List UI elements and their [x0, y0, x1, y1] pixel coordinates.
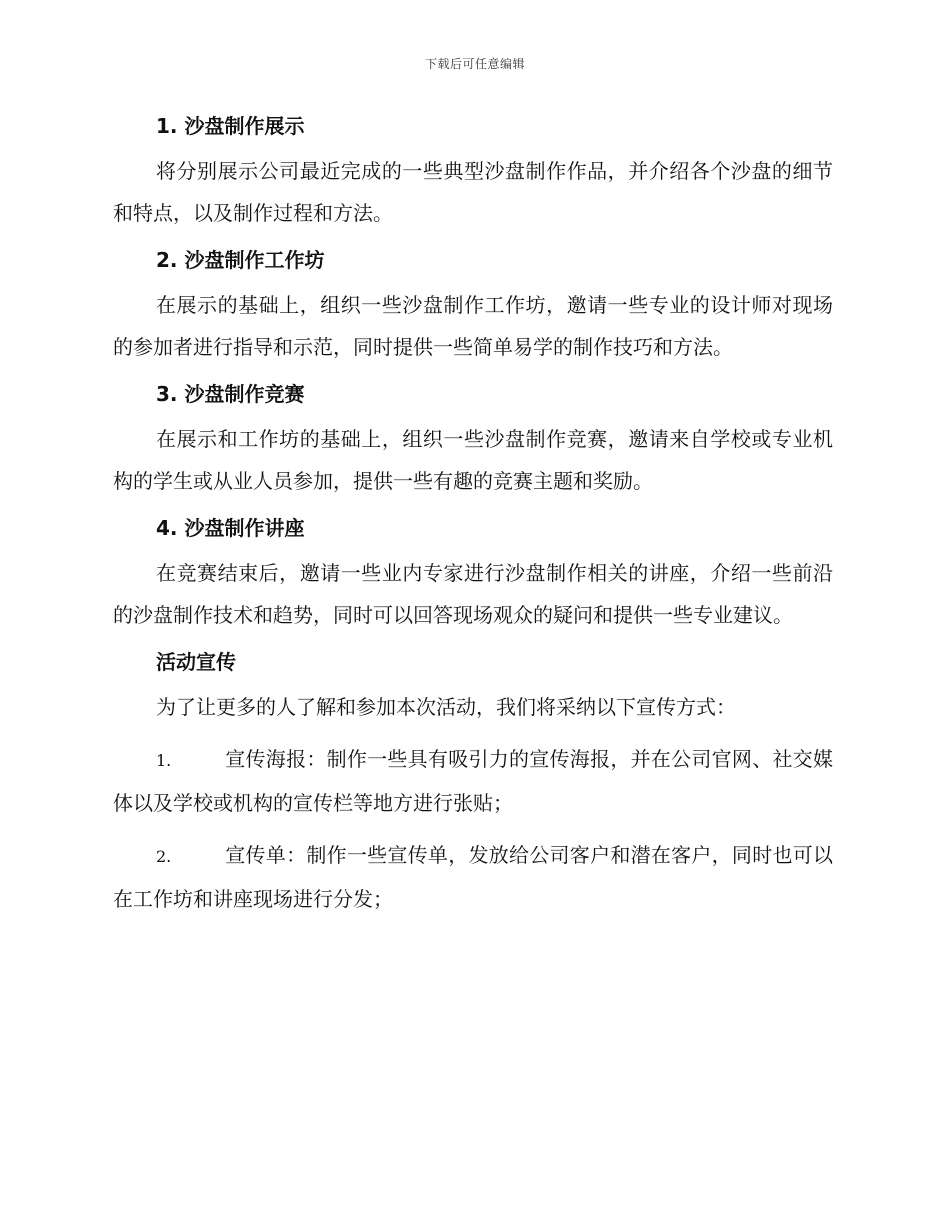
list-item: [113, 738, 833, 824]
section-paragraph-4: 在竞赛结束后，邀请一些业内专家进行沙盘制作相关的讲座，介绍一些前沿的沙盘制作技术和趋势，同时可以回答现场观众的疑问和提供一些专业建议。: [113, 561, 833, 627]
list-item: [113, 834, 833, 920]
promo-intro: 为了让更多的人了解和参加本次活动，我们将采纳以下宣传方式：: [156, 695, 736, 719]
document-body: [113, 110, 833, 930]
list-number: 1.: [156, 751, 172, 770]
promo-heading: 活动宣传: [156, 650, 236, 674]
section-heading-1: 1. 沙盘制作展示: [156, 114, 305, 138]
list-item-text: 宣传海报：制作一些具有吸引力的宣传海报，并在公司官网、社交媒体以及学校或机构的宣传栏等地方进行张贴；: [113, 747, 833, 815]
section-paragraph-1: 将分别展示公司最近完成的一些典型沙盘制作作品，并介绍各个沙盘的细节和特点，以及制作过程和方法。: [113, 159, 833, 225]
section-heading-4: 4. 沙盘制作讲座: [156, 516, 305, 540]
page-header: 下载后可任意编辑: [424, 57, 525, 71]
list-number: 2.: [156, 847, 172, 866]
list-item-text: 宣传单：制作一些宣传单，发放给公司客户和潜在客户，同时也可以在工作坊和讲座现场进行分发；: [113, 843, 833, 911]
section-heading-2: 2. 沙盘制作工作坊: [156, 248, 325, 272]
section-paragraph-3: 在展示和工作坊的基础上，组织一些沙盘制作竞赛，邀请来自学校或专业机构的学生或从业人员参加，提供一些有趣的竞赛主题和奖励。: [113, 427, 833, 493]
section-paragraph-2: 在展示的基础上，组织一些沙盘制作工作坊，邀请一些专业的设计师对现场的参加者进行指导和示范，同时提供一些简单易学的制作技巧和方法。: [113, 293, 833, 359]
section-heading-3: 3. 沙盘制作竞赛: [156, 382, 305, 406]
